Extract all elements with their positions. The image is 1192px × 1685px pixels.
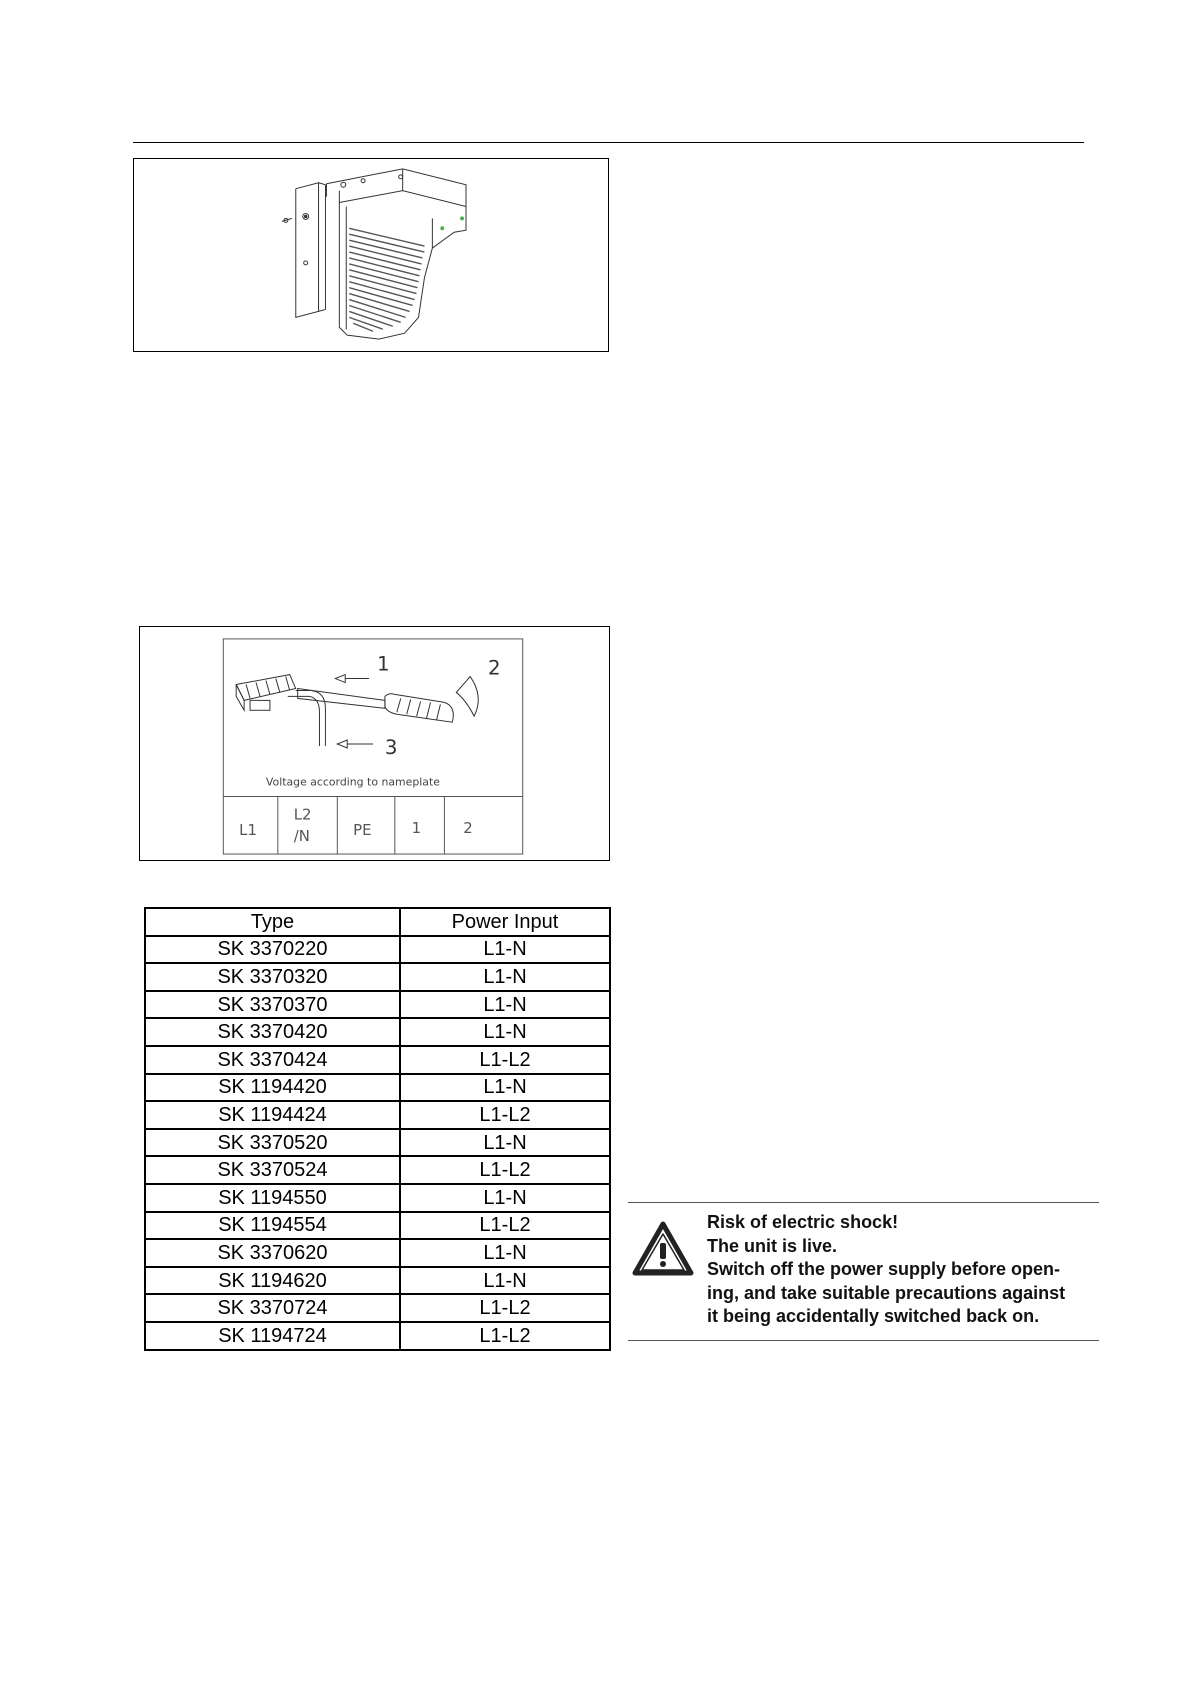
- type-cell: SK 1194424: [145, 1101, 400, 1129]
- table-row: [145, 936, 610, 964]
- table-row: [145, 1294, 610, 1322]
- power-input-cell: L1-N: [400, 1239, 610, 1267]
- power-input-cell: L1-N: [400, 1018, 610, 1046]
- header-rule: [133, 142, 1084, 143]
- terminal-l2: L2: [293, 805, 312, 824]
- warning-line: ing, and take suitable precautions against: [707, 1282, 1066, 1303]
- table-row: [145, 1267, 610, 1295]
- table-row: [145, 1101, 610, 1129]
- terminal-l1: L1: [239, 821, 257, 840]
- column-header-type: Type: [145, 908, 400, 936]
- table-row: [145, 1129, 610, 1157]
- power-input-cell: L1-L2: [400, 1156, 610, 1184]
- type-cell: SK 3370724: [145, 1294, 400, 1322]
- warning-line: it being accidentally switched back on.: [707, 1306, 1040, 1326]
- figure-caption: Voltage according to nameplate: [265, 775, 440, 789]
- power-input-cell: L1-N: [400, 991, 610, 1019]
- terminal-connection-figure: [139, 626, 610, 861]
- table-row: [145, 1239, 610, 1267]
- power-input-cell: L1-N: [400, 1074, 610, 1102]
- table-row: [145, 1046, 610, 1074]
- table-row: [145, 1074, 610, 1102]
- warning-line: Switch off the power supply before open-: [707, 1259, 1061, 1279]
- power-input-cell: L1-L2: [400, 1101, 610, 1129]
- table-row: [145, 1018, 610, 1046]
- power-input-cell: L1-L2: [400, 1322, 610, 1350]
- power-input-cell: L1-L2: [400, 1212, 610, 1240]
- type-cell: SK 3370524: [145, 1156, 400, 1184]
- power-input-cell: L1-N: [400, 963, 610, 991]
- type-cell: SK 3370620: [145, 1239, 400, 1267]
- power-input-cell: L1-N: [400, 1129, 610, 1157]
- terminal-1: 1: [411, 819, 422, 838]
- power-input-cell: L1-L2: [400, 1294, 610, 1322]
- table-row: [145, 1322, 610, 1350]
- mounting-drawing-figure: [133, 158, 609, 352]
- type-cell: SK 1194550: [145, 1184, 400, 1212]
- table-header-row: [145, 908, 610, 936]
- warning-triangle-icon: [632, 1221, 694, 1277]
- type-cell: SK 1194554: [145, 1212, 400, 1240]
- arrow-label-1: 1: [376, 652, 390, 676]
- type-cell: SK 3370520: [145, 1129, 400, 1157]
- type-cell: SK 1194724: [145, 1322, 400, 1350]
- terminal-connection-drawing: [140, 627, 609, 860]
- arrow-label-2: 2: [488, 656, 501, 680]
- power-input-cell: L1-N: [400, 1267, 610, 1295]
- power-input-cell: L1-N: [400, 1184, 610, 1212]
- type-cell: SK 3370420: [145, 1018, 400, 1046]
- warning-line: The unit is live.: [707, 1235, 838, 1256]
- terminal-n: /N: [293, 827, 310, 846]
- type-cell: SK 3370220: [145, 936, 400, 964]
- power-input-cell: L1-L2: [400, 1046, 610, 1074]
- type-cell: SK 1194420: [145, 1074, 400, 1102]
- column-header-power-input: Power Input: [400, 908, 610, 936]
- mounting-drawing: [134, 159, 608, 351]
- type-cell: SK 3370370: [145, 991, 400, 1019]
- electric-shock-warning: [628, 1202, 1099, 1341]
- table-row: [145, 963, 610, 991]
- type-cell: SK 1194620: [145, 1267, 400, 1295]
- type-cell: SK 3370424: [145, 1046, 400, 1074]
- warning-title: Risk of electric shock!: [707, 1212, 899, 1232]
- arrow-label-3: 3: [384, 735, 398, 759]
- warning-text: [707, 1211, 1099, 1329]
- table-row: [145, 1184, 610, 1212]
- power-input-table: [144, 907, 611, 1351]
- type-cell: SK 3370320: [145, 963, 400, 991]
- table-row: [145, 991, 610, 1019]
- table-row: [145, 1212, 610, 1240]
- terminal-2: 2: [463, 819, 473, 838]
- power-input-cell: L1-N: [400, 936, 610, 964]
- table-row: [145, 1156, 610, 1184]
- terminal-pe: PE: [353, 821, 372, 840]
